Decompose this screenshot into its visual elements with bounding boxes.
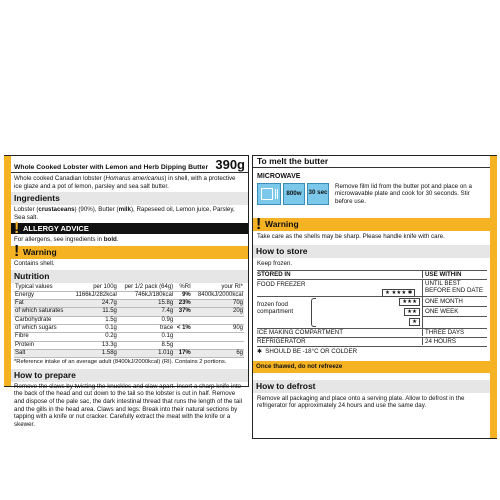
nutrition-cell: Salt xyxy=(14,349,70,357)
compartment-label: frozen food compartment xyxy=(257,300,294,316)
nutrition-row xyxy=(14,308,244,316)
nutrition-cell: 746kJ/180kcal xyxy=(118,291,174,299)
product-info-panel xyxy=(4,155,249,428)
nutrition-cell: 20g xyxy=(192,308,244,316)
nutrition-heading: Nutrition xyxy=(14,270,50,281)
prepare-heading: How to prepare xyxy=(14,369,76,380)
nutrition-cell: 11.5g xyxy=(70,308,118,316)
warning-heading: Warning xyxy=(23,246,57,257)
prepare-heading-bar xyxy=(11,369,248,382)
nutrition-cell: of which sugars xyxy=(14,325,70,333)
allergy-text: For allergens, see ingredients in bold. xyxy=(14,236,119,244)
freezer-label: FOOD FREEZER xyxy=(257,280,306,288)
nutrition-cell: 17% xyxy=(174,349,192,357)
nutrition-cell xyxy=(174,341,192,349)
microwave-power-box: 800w xyxy=(283,183,305,205)
store-heading-bar xyxy=(253,245,490,258)
column-header: USE WITHIN xyxy=(422,271,461,279)
nutrition-cell: Energy xyxy=(14,291,70,299)
warning-icon: ! xyxy=(256,215,262,233)
nutrition-row xyxy=(14,341,244,349)
nutrition-cell xyxy=(192,341,244,349)
refrigerator-use-within: 24 HOURS xyxy=(422,338,456,346)
snowflake-icon: ✱ xyxy=(257,347,263,355)
ingredients-text: Lobster (crustaceans) (90%), Butter (milk), Rapeseed oil, Lemon juice, Parsley, Sea salt. xyxy=(14,206,235,221)
nutrition-heading-bar xyxy=(11,270,248,283)
nutrition-cell: 9% xyxy=(174,291,192,299)
cooking-storage-panel xyxy=(252,155,497,439)
warning-heading-bar xyxy=(11,243,248,261)
column-header: STORED IN xyxy=(257,270,291,278)
prepare-text: Remove the claws by twisting the knuckles and claw apart. Insert a sharp knife into the back of the head and cut down to the tail so the lobster is cut in half. Remove and dispose of the pale sac, the dark intestinal thread that runs the length of the tail and the gills in the head area. Claws and legs: Break into their natural sections by tapping with a knife or nut cracker. Carefully extract the meat with the knife or a skewer. xyxy=(14,382,243,428)
three-star-rating: ★★★ xyxy=(399,298,420,306)
nutrition-cell: 8400kJ/2000kcal xyxy=(192,291,244,299)
warning-icon: ! xyxy=(14,243,20,261)
microwave-label: MICROWAVE xyxy=(257,173,301,180)
warning-heading: Warning xyxy=(265,219,299,230)
allergy-heading-bar xyxy=(11,219,248,237)
three-star-use-within: ONE MONTH xyxy=(423,297,487,307)
nutrition-cell: 0.1g xyxy=(70,325,118,333)
nutrition-cell: of which saturates xyxy=(14,308,70,316)
microwave-time-box: 30 sec xyxy=(307,183,329,205)
two-star-rating: ★★ xyxy=(404,308,420,316)
nutrition-cell: 0.1g xyxy=(118,333,174,341)
nutrition-cell xyxy=(174,333,192,341)
nutrition-cell: 8.5g xyxy=(118,341,174,349)
ice-use-within: THREE DAYS xyxy=(422,329,464,337)
nutrition-cell: 23% xyxy=(174,300,192,308)
amber-edge-stripe xyxy=(490,156,497,438)
nutrition-footnote: *Reference intake of an average adult (8400kJ/2000kcal) (RI). Contains 2 portions. xyxy=(14,359,227,366)
nutrition-cell: 1.5g xyxy=(70,316,118,324)
two-star-use-within: ONE WEEK xyxy=(423,307,487,317)
nutrition-cell: 37% xyxy=(174,308,192,316)
product-description: Whole cooked Canadian lobster (Homarus americanus) in shell, with a protective ice glaze and a pot of lemon, parsley and sea salt butter. xyxy=(14,175,236,190)
refrigerator-label: REFRIGERATOR xyxy=(257,337,306,345)
nutrition-cell: < 1% xyxy=(174,325,192,333)
nutrition-rows xyxy=(14,291,244,357)
nutrition-cell: Protein xyxy=(14,341,70,349)
nutrition-cell: 7.4g xyxy=(118,308,174,316)
nutrition-cell: 24.7g xyxy=(70,300,118,308)
keep-frozen-text: Keep frozen. xyxy=(257,259,293,267)
defrost-heading: How to defrost xyxy=(256,380,316,391)
thawed-warning: Once thawed, do not refreeze xyxy=(256,362,343,370)
defrost-text: Remove all packaging and place onto a serving plate. Allow to defrost in the refrigerator for approximately 24 hours and use the same day. xyxy=(257,394,465,410)
one-star-rating: ★ xyxy=(409,318,420,326)
nutrition-row xyxy=(14,291,244,299)
warning-icon: ! xyxy=(14,219,20,237)
nutrition-cell: 15.8g xyxy=(118,300,174,308)
column-header: per 100g xyxy=(70,284,118,292)
freezer-use-within: UNTIL BEST BEFORE END DATE xyxy=(422,280,487,296)
nutrition-cell xyxy=(174,316,192,324)
product-title: Whole Cooked Lobster with Lemon and Herb Dipping Butter xyxy=(14,164,209,172)
nutrition-cell: 90g xyxy=(192,325,244,333)
nutrition-cell: 1.01g xyxy=(118,349,174,357)
one-star-use-within xyxy=(423,317,487,327)
defrost-heading-bar xyxy=(253,380,490,393)
nutrition-cell: 13.3g xyxy=(70,341,118,349)
nutrition-header-row xyxy=(14,284,244,292)
storage-table xyxy=(257,270,487,357)
nutrition-cell xyxy=(192,316,244,324)
microwave-icon xyxy=(257,183,281,205)
warning-text: Contains shell. xyxy=(14,259,55,267)
column-header: Typical values xyxy=(14,284,70,292)
allergy-heading: ALLERGY ADVICE xyxy=(23,224,89,234)
nutrition-row xyxy=(14,333,244,341)
warning-text: Take care as the shells may be sharp. Please handle knife with care. xyxy=(257,233,445,241)
ingredients-heading-bar xyxy=(11,192,248,205)
nutrition-cell: Carbohydrate xyxy=(14,316,70,324)
column-header: your RI* xyxy=(192,284,244,292)
nutrition-cell: 0.9g xyxy=(118,316,174,324)
freezer-star-rating: ★ ★★★ ✱ xyxy=(382,289,415,297)
ingredients-heading: Ingredients xyxy=(14,193,60,204)
column-header: per 1/2 pack (64g) xyxy=(118,284,174,292)
warning-heading-bar xyxy=(253,215,490,233)
nutrition-cell xyxy=(192,333,244,341)
nutrition-cell: 6g xyxy=(192,349,244,357)
melt-text: Remove film lid from the butter pot and place on a microwavable plate and cook for 30 seconds. Stir before use. xyxy=(335,182,472,205)
ice-compartment-label: ICE MAKING COMPARTMENT xyxy=(257,328,344,336)
product-weight: 390g xyxy=(215,157,245,172)
nutrition-cell: 1.58g xyxy=(70,349,118,357)
thawed-bar xyxy=(253,361,490,373)
nutrition-cell: 1166kJ/282kcal xyxy=(70,291,118,299)
nutrition-row xyxy=(14,300,244,308)
melt-heading: To melt the butter xyxy=(257,156,329,166)
store-heading: How to store xyxy=(256,245,308,256)
microwave-instructions xyxy=(257,183,487,206)
nutrition-cell: 70g xyxy=(192,300,244,308)
nutrition-cell: trace xyxy=(118,325,174,333)
nutrition-cell: Fat xyxy=(14,300,70,308)
nutrition-row xyxy=(14,316,244,324)
nutrition-row xyxy=(14,325,244,333)
nutrition-table xyxy=(14,284,244,359)
nutrition-row xyxy=(14,349,244,357)
amber-edge-stripe xyxy=(4,156,11,386)
compartment-brace xyxy=(307,297,321,328)
nutrition-cell: Fibre xyxy=(14,333,70,341)
temperature-note: SHOULD BE -18°C OR COLDER xyxy=(265,347,358,355)
column-header: %RI xyxy=(174,284,192,292)
nutrition-cell: 0.2g xyxy=(70,333,118,341)
